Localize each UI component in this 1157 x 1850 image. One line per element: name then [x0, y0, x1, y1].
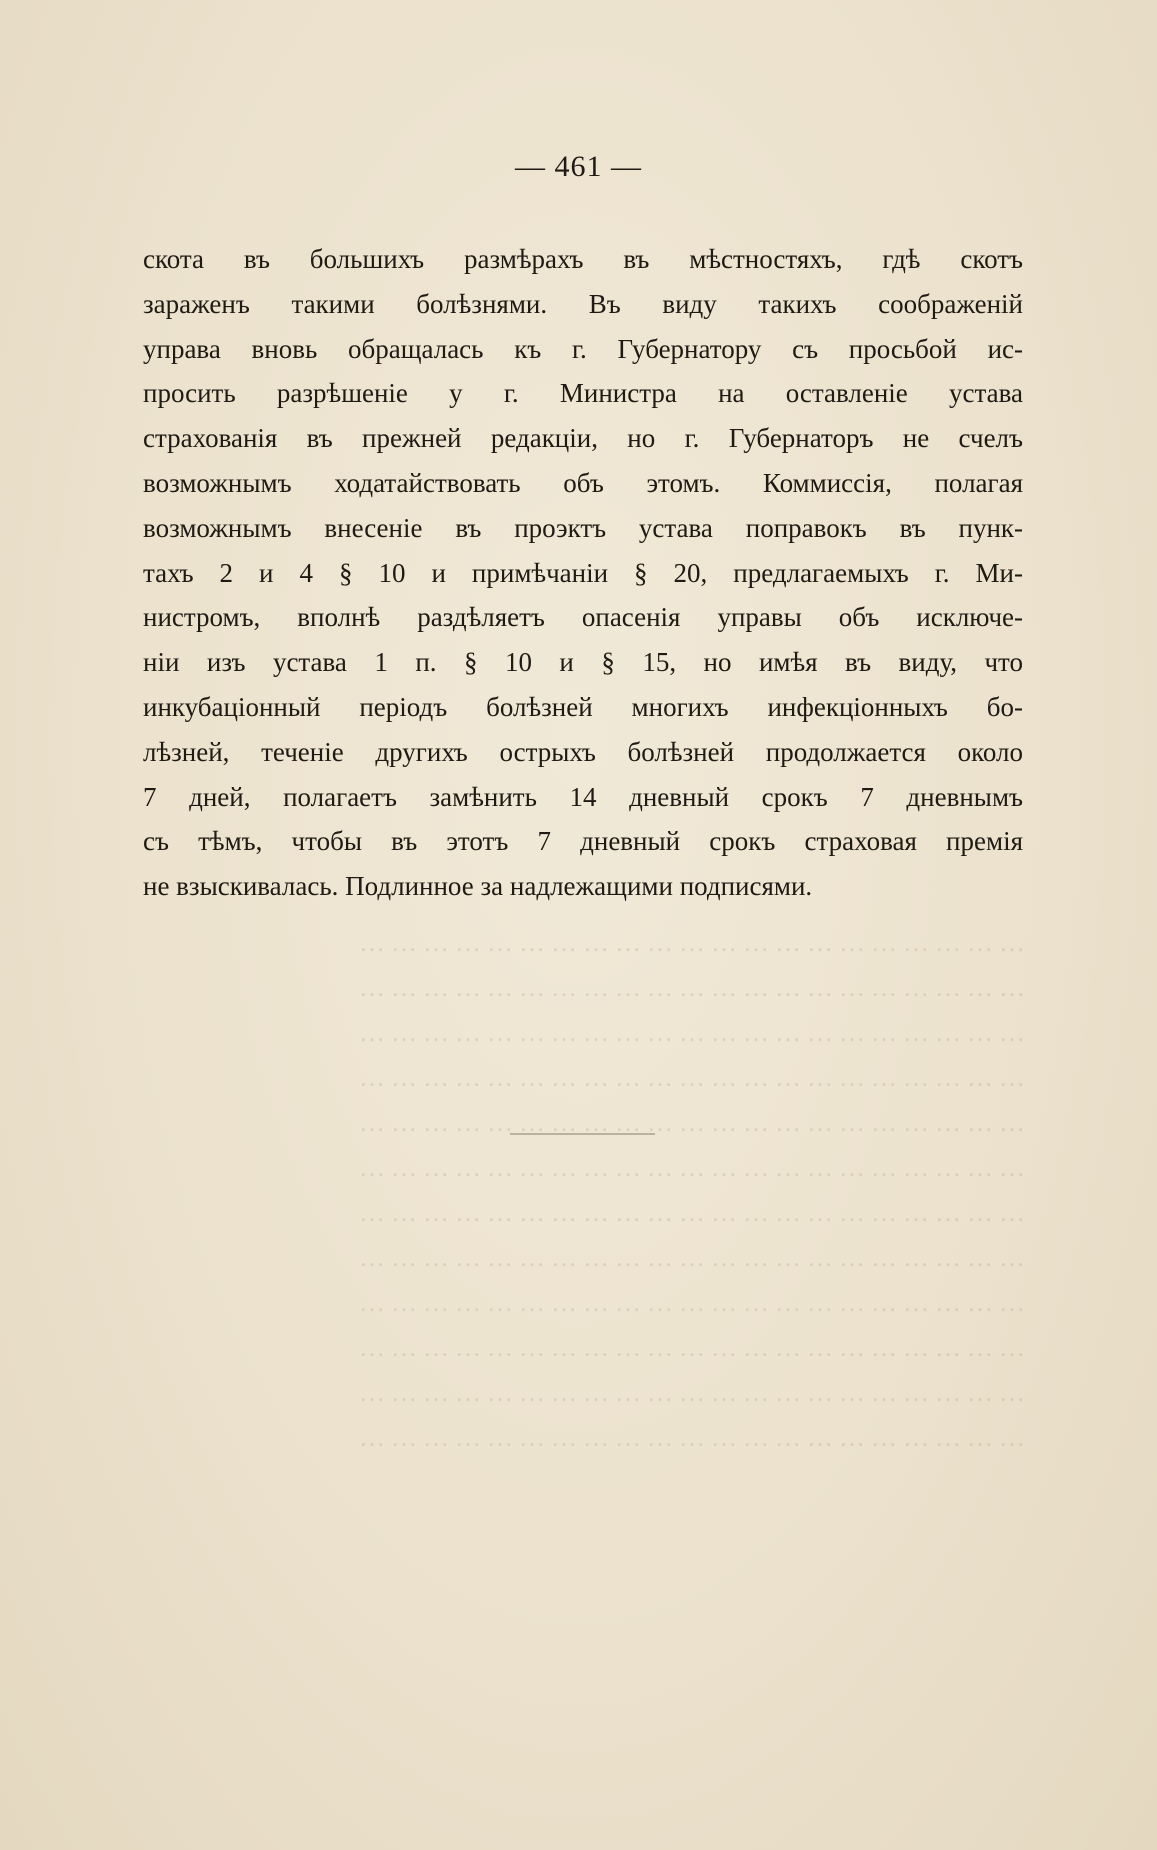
text-line: нистромъ, вполнѣ раздѣляетъ опасенія управы объ исключе-: [143, 602, 1023, 633]
text-line: лѣзней, теченіе другихъ острыхъ болѣзней продолжается около: [143, 736, 1023, 767]
text-line: 7 дней, полагаетъ замѣнить 14 дневный срокъ 7 дневнымъ: [143, 781, 1023, 812]
text-line: съ тѣмъ, чтобы въ этотъ 7 дневный срокъ страховая премія: [143, 826, 1023, 857]
bleed-through-texture: ……………………………………………………… ……………………………………………………… ……………………………………………………… ……………………………………………………… ……………………………………………………… ……………………………………………………… ……………………………………………………… ……………………………………………………… ……………………………………………………… ……………………………………………………… ……………………………………………………… ………………………………………………………: [353, 928, 1025, 1452]
text-line: инкубаціонный періодъ болѣзней многихъ инфекціонныхъ бо-: [143, 691, 1023, 722]
text-line: ніи изъ устава 1 п. § 10 и § 15, но имѣя въ виду, что: [143, 647, 1023, 678]
text-line: страхованія въ прежней редакціи, но г. Губернаторъ не счелъ: [143, 423, 1023, 454]
body-paragraph: [143, 237, 1023, 909]
page-number: — 461 —: [515, 150, 642, 183]
bleed-through-rule: [510, 1133, 655, 1135]
text-line: возможнымъ внесеніе въ проэктъ устава поправокъ въ пунк-: [143, 512, 1023, 543]
text-line-last: не взыскивалась. Подлинное за надлежащими подписями.: [143, 871, 813, 902]
text-line: управа вновь обращалась къ г. Губернатору съ просьбой ис-: [143, 333, 1023, 364]
text-line: возможнымъ ходатайствовать объ этомъ. Коммиссія, полагая: [143, 467, 1023, 498]
text-line: тахъ 2 и 4 § 10 и примѣчаніи § 20, предлагаемыхъ г. Ми-: [143, 557, 1023, 588]
text-line: зараженъ такими болѣзнями. Въ виду такихъ соображеній: [143, 288, 1023, 319]
text-line: просить разрѣшеніе у г. Министра на оставленіе устава: [143, 378, 1023, 409]
text-line: скота въ большихъ размѣрахъ въ мѣстностяхъ, гдѣ скотъ: [143, 244, 1023, 274]
